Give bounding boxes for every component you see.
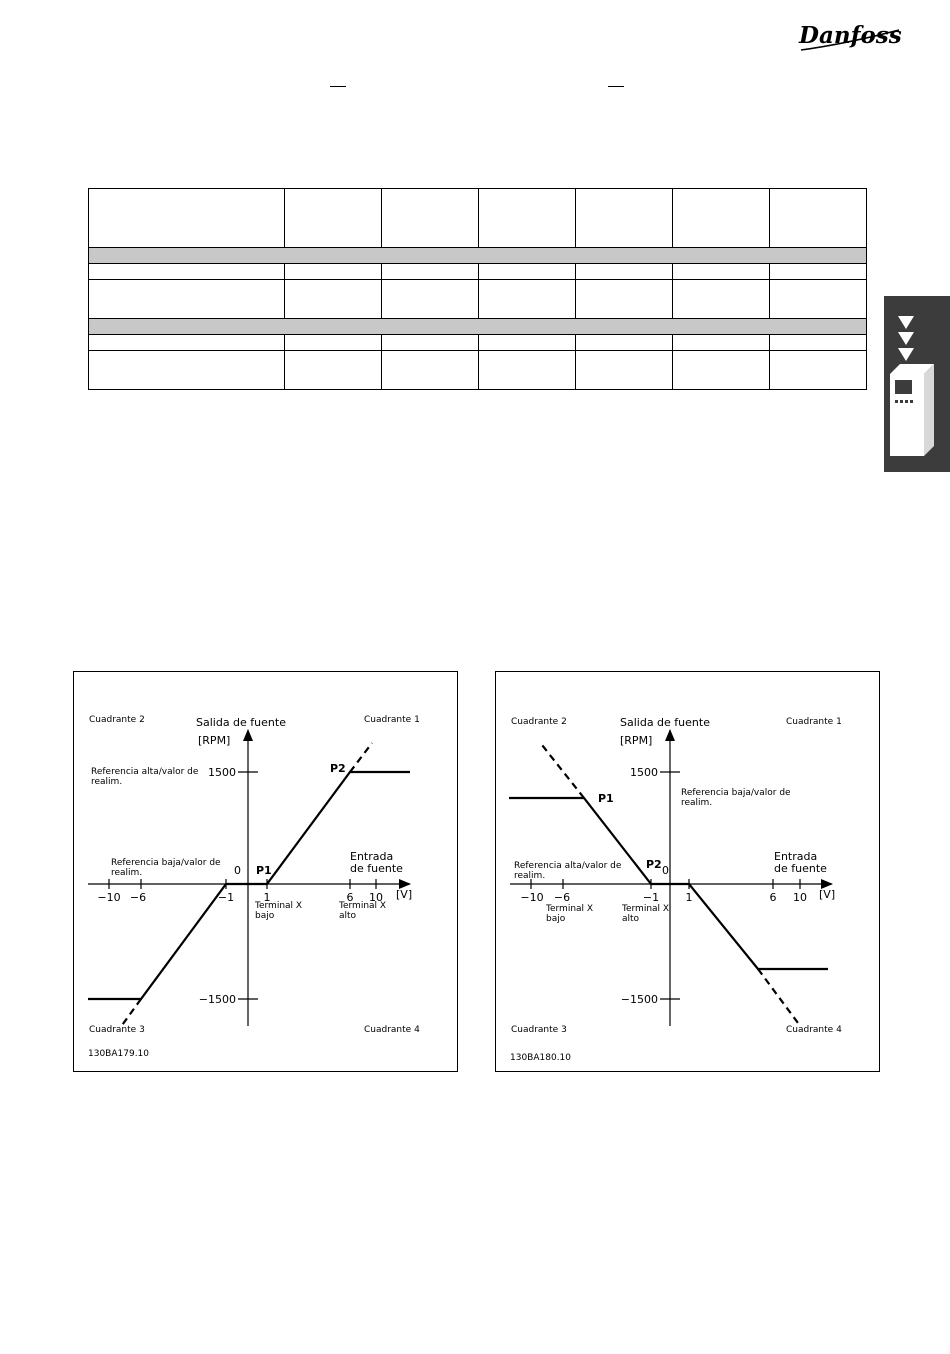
lower-reference-label-cont: realim. (111, 868, 143, 878)
x-tick-label: 10 (793, 891, 807, 904)
y-axis-title: Salida de fuente (196, 716, 286, 729)
x-tick-label: 1 (263, 891, 271, 904)
curve-dashed-extension (350, 743, 372, 772)
terminal-low-label: Terminal X (255, 901, 303, 911)
figure-code: 130BA180.10 (510, 1053, 572, 1063)
overline-mark (608, 86, 624, 87)
y-tick-label: −1500 (620, 993, 658, 1006)
point-p2-label: P2 (646, 858, 662, 871)
table-group-row (89, 318, 867, 334)
x-tick-label: −1 (642, 891, 660, 904)
curve-dashed-extension (542, 745, 584, 798)
lower-reference-label: Referencia alta/valor de (514, 861, 622, 871)
terminal-high-label: Terminal X (622, 904, 670, 914)
x-tick-label: −6 (553, 891, 571, 904)
x-tick-label: 6 (346, 891, 354, 904)
lower-reference-label-cont: realim. (514, 871, 546, 881)
x-axis-unit: [V] (819, 888, 836, 901)
figure-negative-slope (495, 671, 880, 1072)
table-row (89, 334, 867, 350)
quadrant-2-label: Cuadrante 2 (89, 715, 145, 725)
table-row (89, 280, 867, 318)
x-tick-label: 10 (369, 891, 383, 904)
terminal-low-label: Terminal X (546, 904, 594, 914)
terminal-low-label-cont: bajo (546, 914, 566, 924)
y-tick-label: 1500 (208, 766, 236, 779)
table-row (89, 350, 867, 389)
quadrant-3-label: Cuadrante 3 (89, 1025, 145, 1035)
terminal-low-label-cont: bajo (255, 911, 275, 921)
x-axis-unit: [V] (396, 888, 413, 901)
terminal-high-label-cont: alto (339, 911, 357, 921)
table-group-row (89, 248, 867, 264)
chapter-side-tab (884, 296, 950, 472)
x-axis-title: Entrada (350, 850, 394, 863)
curve-dashed-extension (120, 999, 141, 1028)
x-axis-title-cont: de fuente (774, 862, 827, 875)
point-p1-label: P1 (598, 792, 614, 805)
figure-code: 130BA179.10 (88, 1049, 150, 1059)
figure-positive-slope (73, 671, 458, 1072)
x-tick-label: −6 (129, 891, 147, 904)
table-header-row (89, 189, 867, 248)
quadrant-1-label: Cuadrante 1 (786, 717, 842, 727)
drive-cabinet-icon (884, 296, 950, 472)
x-axis-title-cont: de fuente (350, 862, 403, 875)
quadrant-4-label: Cuadrante 4 (364, 1025, 420, 1035)
table-row (89, 264, 867, 280)
overline-mark (330, 86, 346, 87)
origin-label: 0 (234, 864, 241, 877)
quadrant-1-label: Cuadrante 1 (364, 715, 420, 725)
terminal-high-label-cont: alto (622, 914, 640, 924)
x-axis-title: Entrada (774, 850, 818, 863)
point-p2-label: P2 (330, 762, 346, 775)
x-tick-label: −10 (520, 891, 544, 904)
quadrant-2-label: Cuadrante 2 (511, 717, 567, 727)
lower-reference-label: Referencia baja/valor de (111, 858, 221, 868)
upper-reference-label-cont: realim. (91, 777, 123, 787)
y-axis-title: Salida de fuente (620, 716, 710, 729)
quadrant-4-label: Cuadrante 4 (786, 1025, 842, 1035)
x-tick-label: −1 (217, 891, 235, 904)
brand-logotype: Danfoss (799, 22, 902, 49)
y-axis-unit: [RPM] (620, 734, 653, 747)
y-axis-unit: [RPM] (198, 734, 231, 747)
y-tick-label: 1500 (630, 766, 658, 779)
origin-label: 0 (662, 864, 669, 877)
x-tick-label: −10 (97, 891, 121, 904)
upper-reference-label-cont: realim. (681, 798, 713, 808)
upper-reference-label: Referencia alta/valor de (91, 767, 199, 777)
quadrant-3-label: Cuadrante 3 (511, 1025, 567, 1035)
y-tick-label: −1500 (198, 993, 236, 1006)
curve-solid (88, 772, 413, 999)
point-p1-label: P1 (256, 864, 272, 877)
axes (510, 730, 832, 1026)
parameter-table (88, 188, 867, 390)
curve-dashed-extension (758, 969, 798, 1023)
terminal-high-label: Terminal X (339, 901, 387, 911)
x-tick-label: 1 (685, 891, 693, 904)
x-tick-label: 6 (769, 891, 777, 904)
characteristic-curve (88, 743, 413, 1028)
upper-reference-label: Referencia baja/valor de (681, 788, 791, 798)
danfoss-logo (795, 16, 903, 56)
